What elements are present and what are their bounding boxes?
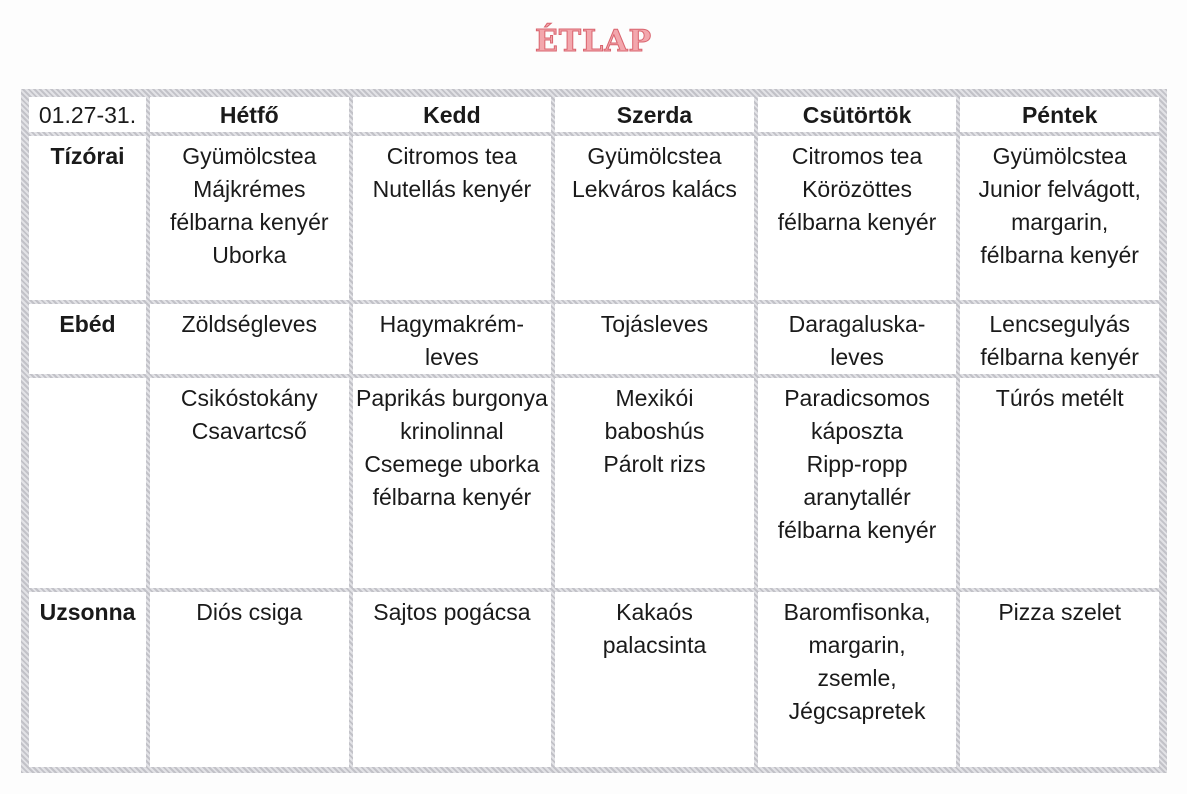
meal-row-uzsonna <box>29 592 1159 767</box>
menu-cell-monday <box>150 136 349 300</box>
menu-table <box>25 93 1163 771</box>
menu-cell-monday <box>150 592 349 767</box>
menu-item-line: Zöldségleves <box>181 311 318 337</box>
menu-item-line: leves <box>830 344 884 370</box>
menu-cell-friday <box>960 592 1159 767</box>
menu-item-line: félbarna kenyér <box>777 209 937 235</box>
menu-cell-friday <box>960 136 1159 300</box>
menu-item-line: Gyümölcstea <box>992 143 1127 169</box>
menu-item-line: Csavartcső <box>191 418 307 444</box>
page-title: ÉTLAP <box>534 24 653 59</box>
meal-label <box>29 378 146 588</box>
meal-row-tizorai <box>29 136 1159 300</box>
meal-label: Uzsonna <box>29 592 146 767</box>
menu-cell-thursday <box>758 378 957 588</box>
menu-item-line: Csemege uborka <box>364 451 540 477</box>
menu-item-line: Paprikás burgonya <box>355 385 548 411</box>
menu-item-line: Lencsegulyás <box>989 311 1131 337</box>
menu-item-line: félbarna kenyér <box>777 517 937 543</box>
meal-row-ebed-main <box>29 304 1159 374</box>
menu-cell-tuesday <box>353 136 552 300</box>
menu-item-line: margarin, <box>1011 209 1109 235</box>
menu-item-line: Citromos tea <box>386 143 518 169</box>
menu-cell-wednesday <box>555 592 754 767</box>
meal-row-ebed-second <box>29 378 1159 588</box>
menu-item-line: Ripp-ropp <box>806 451 908 477</box>
menu-item-line: Nutellás kenyér <box>372 176 532 202</box>
menu-item-line: Kakaós <box>616 599 693 625</box>
menu-item-line: félbarna kenyér <box>372 484 532 510</box>
menu-item-line: palacsinta <box>602 632 707 658</box>
day-header-tuesday: Kedd <box>353 97 552 132</box>
menu-item-line: Tojásleves <box>600 311 709 337</box>
menu-item-line: Pizza szelet <box>998 599 1122 625</box>
meal-label: Tízórai <box>29 136 146 300</box>
menu-item-line: Lekváros kalács <box>572 176 737 202</box>
menu-cell-friday <box>960 304 1159 374</box>
menu-item-line: krinolinnal <box>400 418 504 444</box>
menu-item-line: félbarna kenyér <box>170 209 329 235</box>
menu-cell-friday <box>960 378 1159 588</box>
menu-item-line: Paradicsomos <box>784 385 930 411</box>
menu-cell-thursday <box>758 136 957 300</box>
menu-item-line: Citromos tea <box>791 143 923 169</box>
menu-cell-monday <box>150 304 349 374</box>
menu-cell-monday <box>150 378 349 588</box>
day-header-thursday: Csütörtök <box>758 97 957 132</box>
menu-item-line: aranytallér <box>803 484 911 510</box>
menu-cell-wednesday <box>555 378 754 588</box>
menu-item-line: Uborka <box>212 242 287 268</box>
menu-item-line: Mexikói <box>615 385 694 411</box>
menu-cell-thursday <box>758 592 957 767</box>
menu-item-line: Sajtos pogácsa <box>373 599 531 625</box>
menu-cell-wednesday <box>555 136 754 300</box>
menu-item-line: Daragaluska- <box>788 311 926 337</box>
menu-item-line: Párolt rizs <box>603 451 706 477</box>
menu-cell-thursday <box>758 304 957 374</box>
menu-item-line: zsemle, <box>817 665 897 691</box>
header-row <box>29 97 1159 132</box>
menu-item-line: Diós csiga <box>196 599 303 625</box>
menu-item-line: Gyümölcstea <box>587 143 722 169</box>
menu-item-line: Baromfisonka, <box>783 599 931 625</box>
menu-item-line: Jégcsapretek <box>788 698 926 724</box>
menu-table-frame <box>21 89 1167 773</box>
menu-item-line: margarin, <box>808 632 906 658</box>
menu-item-line: leves <box>425 344 479 370</box>
menu-item-line: baboshús <box>604 418 705 444</box>
menu-item-line: Májkrémes <box>193 176 306 202</box>
day-header-friday: Péntek <box>960 97 1159 132</box>
menu-cell-wednesday <box>555 304 754 374</box>
menu-item-line: Túrós metélt <box>995 385 1124 411</box>
menu-item-line: Csikóstokány <box>180 385 318 411</box>
menu-cell-tuesday <box>353 592 552 767</box>
menu-item-line: Hagymakrém- <box>379 311 525 337</box>
menu-item-line: Körözöttes <box>802 176 913 202</box>
menu-item-line: félbarna kenyér <box>980 344 1139 370</box>
menu-cell-tuesday <box>353 304 552 374</box>
menu-item-line: Junior felvágott, <box>978 176 1141 202</box>
menu-item-line: Gyümölcstea <box>182 143 317 169</box>
date-range: 01.27-31. <box>29 97 146 132</box>
day-header-monday: Hétfő <box>150 97 349 132</box>
menu-item-line: káposzta <box>811 418 904 444</box>
menu-cell-tuesday <box>353 378 552 588</box>
menu-item-line: félbarna kenyér <box>980 242 1139 268</box>
meal-label: Ebéd <box>29 304 146 374</box>
day-header-wednesday: Szerda <box>555 97 754 132</box>
